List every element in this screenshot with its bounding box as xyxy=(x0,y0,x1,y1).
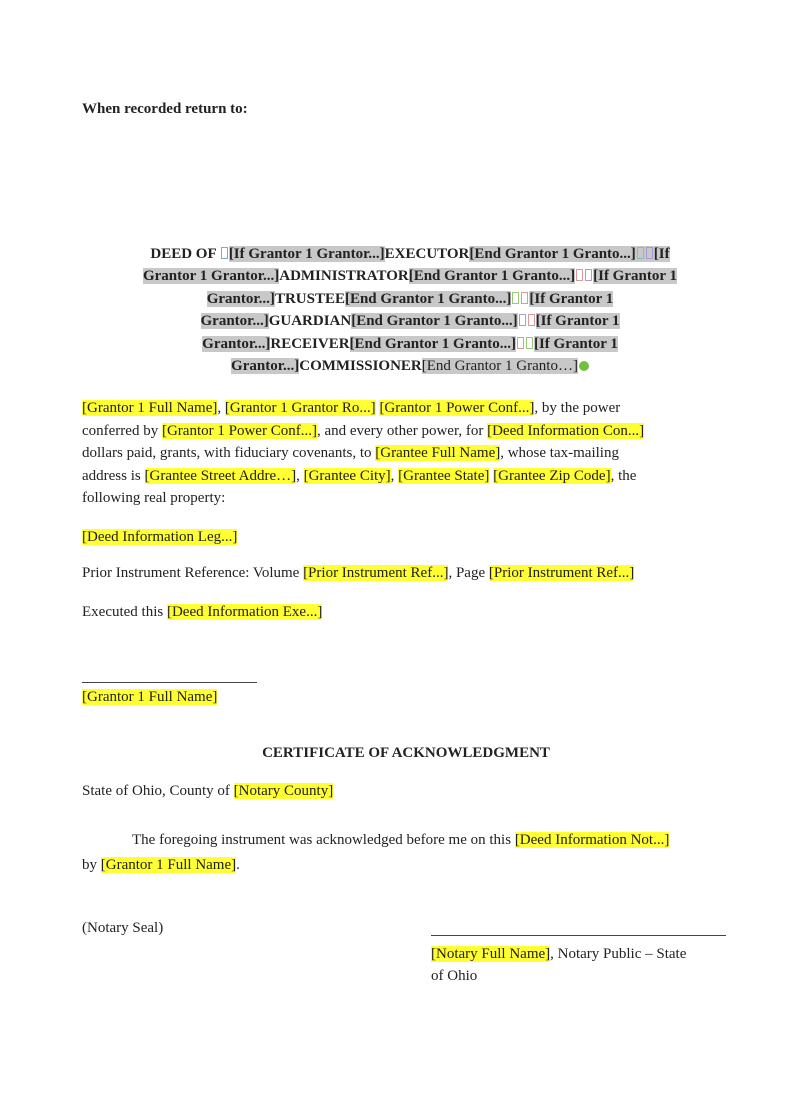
grantee-state-field[interactable]: [Grantee State] xyxy=(398,467,490,484)
grantor-full-name-field[interactable]: [Grantor 1 Full Name] xyxy=(100,857,237,873)
receiver-text: RECEIVER xyxy=(270,335,350,352)
end-condition-field[interactable]: [End Grantor 1 Granto...] xyxy=(344,290,512,307)
field-marker-icon[interactable] xyxy=(576,269,583,281)
grantor-signature-name xyxy=(82,686,712,709)
power-conferred-field[interactable]: [Grantor 1 Power Conf...] xyxy=(379,400,535,416)
title-line-4 xyxy=(95,310,725,332)
commissioner-text: COMMISSIONER xyxy=(299,358,422,375)
prior-instrument-paragraph: Prior Instrument Reference: Volume [Prior Instrument Ref...], Page [Prior Instrument Ref...] xyxy=(82,565,635,581)
if-condition-field[interactable]: Grantor...] xyxy=(206,290,275,307)
executor-text: EXECUTOR xyxy=(384,246,470,262)
prior-volume-field[interactable]: [Prior Instrument Ref...] xyxy=(303,565,449,581)
if-condition-field[interactable]: [If Grantor 1 xyxy=(529,290,614,307)
field-marker-icon[interactable] xyxy=(517,337,524,349)
prior-page-field[interactable]: [Prior Instrument Ref...] xyxy=(488,565,635,581)
field-marker-icon[interactable] xyxy=(221,247,228,259)
notary-county-field[interactable]: [Notary County] xyxy=(233,783,334,799)
end-condition-field[interactable]: [End Grantor 1 Granto…] xyxy=(421,358,578,375)
notary-full-name-field[interactable]: [Notary Full Name] xyxy=(431,946,551,962)
title-line-6 xyxy=(95,355,725,377)
end-condition-field[interactable]: [End Grantor 1 Granto...] xyxy=(408,268,576,285)
grantee-city-field[interactable]: [Grantee City] xyxy=(303,467,391,484)
if-condition-field[interactable]: Grantor...] xyxy=(231,358,300,375)
acknowledgment-paragraph: The foregoing instrument was acknowledged before me on this [Deed Information Not...] by [Grantor 1 Full Name]. xyxy=(82,832,670,873)
state-county-paragraph: State of Ohio, County of [Notary County] xyxy=(82,783,334,799)
end-condition-field[interactable]: [End Grantor 1 Granto...] xyxy=(351,313,518,330)
deed-legal-field[interactable]: [Deed Information Leg...] xyxy=(82,529,238,545)
notary-signature-block: [Notary Full Name], Notary Public – State of Ohio xyxy=(431,946,687,984)
trustee-text: TRUSTEE xyxy=(274,290,345,307)
grantor-full-name-field[interactable]: [Grantor 1 Full Name] xyxy=(82,400,218,416)
guardian-text: GUARDIAN xyxy=(268,313,352,330)
if-condition-field[interactable]: [If Grantor 1 xyxy=(535,313,620,330)
title-line-3 xyxy=(95,288,725,310)
title-line-2 xyxy=(95,265,725,287)
field-marker-icon[interactable] xyxy=(637,247,644,259)
field-marker-icon[interactable] xyxy=(646,247,653,259)
deed-title xyxy=(95,243,725,377)
grantee-zip-field[interactable]: [Grantee Zip Code] xyxy=(493,467,611,484)
if-condition-field[interactable]: Grantor...] xyxy=(200,313,269,330)
title-line-5 xyxy=(95,333,725,355)
field-marker-icon[interactable] xyxy=(519,314,526,326)
power-conferred-field[interactable]: [Grantor 1 Power Conf...] xyxy=(161,422,317,439)
grantee-full-name-field[interactable]: [Grantee Full Name] xyxy=(375,445,501,461)
status-dot-icon xyxy=(579,361,589,371)
notary-seal-label: (Notary Seal) xyxy=(82,920,164,936)
grantee-street-field[interactable]: [Grantee Street Addre…] xyxy=(144,467,297,484)
body-paragraph: [Grantor 1 Full Name], [Grantor 1 Grantor Ro...] [Grantor 1 Power Conf...], by the power conferred by [Grantor 1 Power Conf...], and every other power, for [Deed Information Con...] dollars paid, grants, with fiduciary covenants, to [Grantee Full Name], whose tax-mailing address is [Grantee Street Addre…], [Grantee City], [Grantee State] [Grantee Zip Code], the following real property: xyxy=(82,400,645,506)
field-marker-icon[interactable] xyxy=(585,269,592,281)
field-marker-icon[interactable] xyxy=(512,292,519,304)
end-condition-field[interactable]: [End Grantor 1 Granto...] xyxy=(469,246,636,262)
grantor-signature-line xyxy=(82,682,257,683)
field-marker-icon[interactable] xyxy=(526,337,533,349)
grantor-full-name-field[interactable]: [Grantor 1 Full Name] xyxy=(82,689,218,705)
return-to-label: When recorded return to: xyxy=(82,101,248,117)
certificate-heading: CERTIFICATE OF ACKNOWLEDGMENT xyxy=(262,745,550,761)
administrator-text: ADMINISTRATOR xyxy=(279,268,409,285)
end-condition-field[interactable]: [End Grantor 1 Granto...] xyxy=(349,335,516,352)
field-marker-icon[interactable] xyxy=(521,292,528,304)
if-condition-field[interactable]: [If Grantor 1 xyxy=(593,268,677,285)
if-condition-field[interactable]: [If Grantor 1 Grantor...] xyxy=(228,246,385,262)
notary-date-field[interactable]: [Deed Information Not...] xyxy=(514,832,670,848)
field-marker-icon[interactable] xyxy=(528,314,535,326)
grantor-role-field[interactable]: [Grantor 1 Grantor Ro...] xyxy=(224,400,376,416)
if-condition-field[interactable]: Grantor 1 Grantor...] xyxy=(142,268,280,285)
deed-consideration-field[interactable]: [Deed Information Con...] xyxy=(487,422,645,439)
executed-paragraph: Executed this [Deed Information Exe...] xyxy=(82,604,323,620)
legal-description-paragraph xyxy=(82,526,712,549)
if-condition-field[interactable]: Grantor...] xyxy=(202,335,271,352)
title-line-1: DEED OF [If Grantor 1 Grantor...]EXECUTOR[End Grantor 1 Granto...] [If xyxy=(150,246,670,262)
if-condition-field[interactable]: [If Grantor 1 xyxy=(533,335,618,352)
notary-signature-line xyxy=(431,935,726,936)
if-condition-field[interactable]: [If xyxy=(653,246,670,262)
executed-date-field[interactable]: [Deed Information Exe...] xyxy=(166,604,323,620)
